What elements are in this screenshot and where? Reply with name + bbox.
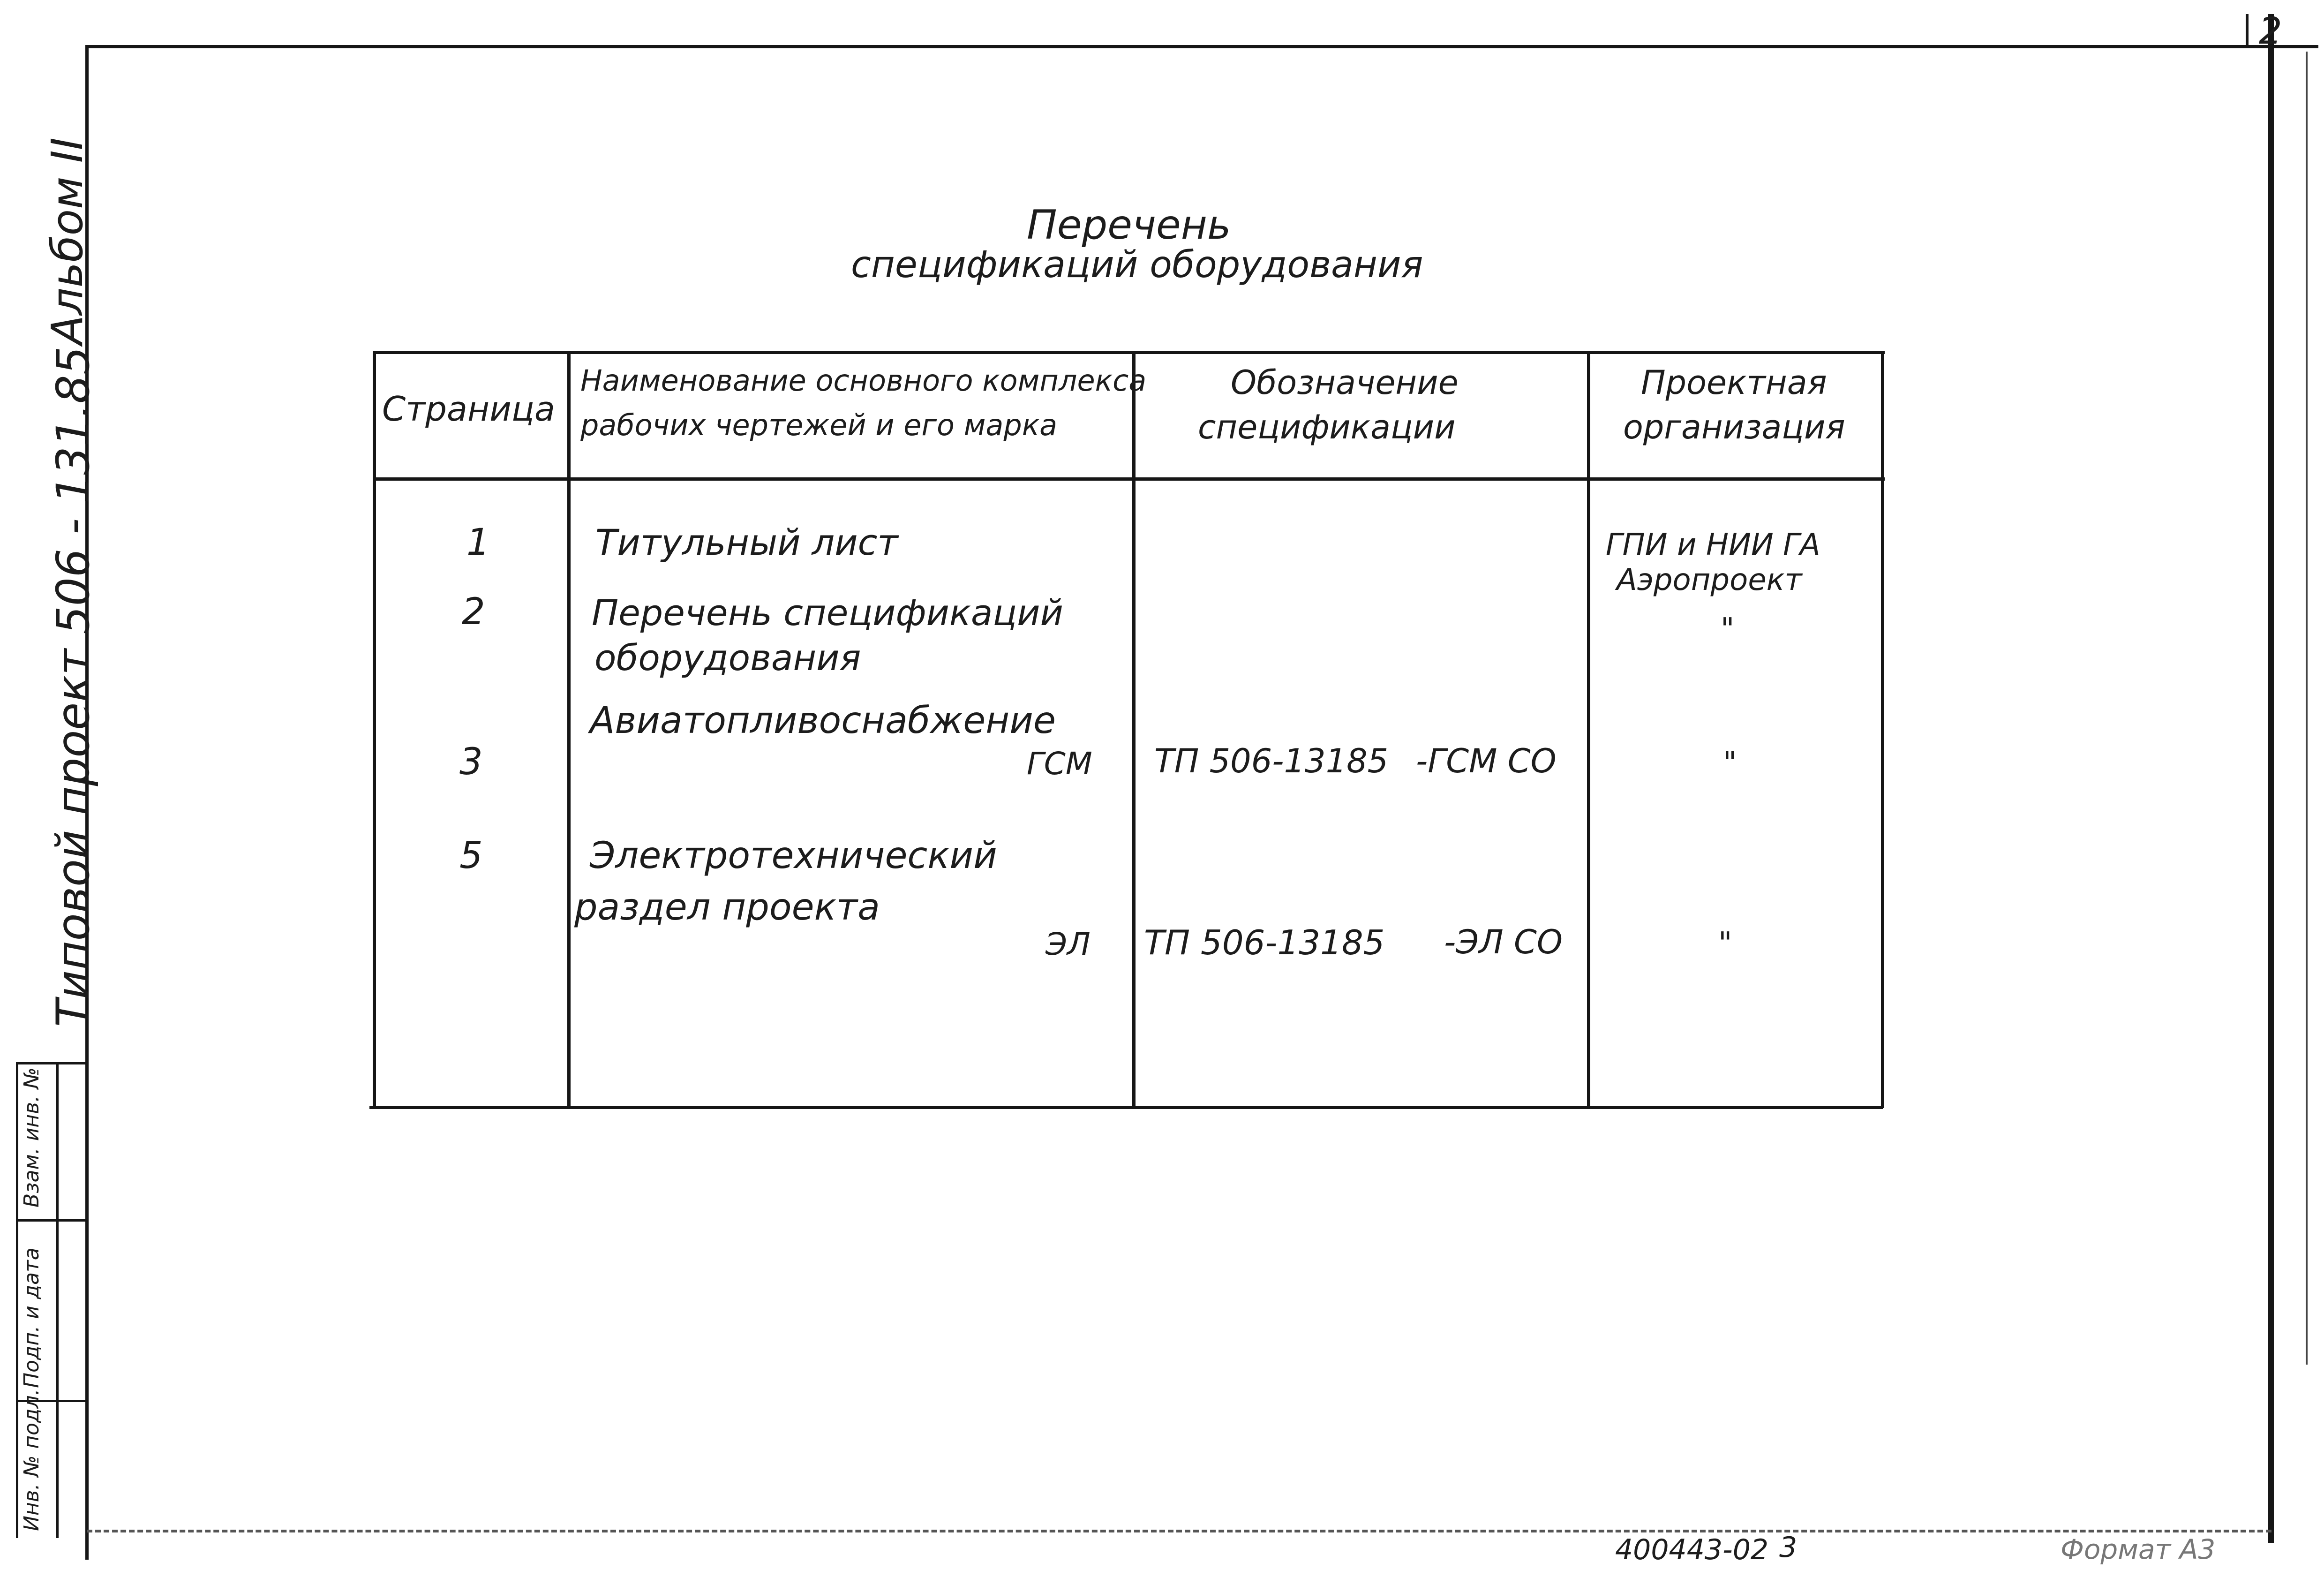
table-col-divider-3 [1587,351,1590,1108]
header-designation-line2: спецификации [1198,408,1456,446]
bottom-frame-dashed [87,1530,2271,1532]
row-3-org: " [1723,746,1737,780]
row-1-page: 1 [466,521,490,564]
table-top-border [373,351,1885,354]
row-1-org-line1: ГПИ и НИИ ГА [1606,528,1820,562]
row-4-mark: ЭЛ [1045,926,1091,962]
frame-right [2268,14,2274,1543]
row-2-page: 2 [462,591,485,633]
sheet-number-divider [2246,14,2249,47]
table-left-border [373,351,376,1108]
header-name-line2: рабочих чертежей и его марка [580,408,1058,442]
header-name-line1: Наименование основного комплекса [580,363,1147,398]
frame-right-outer [2306,52,2308,1365]
row-3-page: 3 [459,741,483,783]
stamp-replaced-cell: Взам. инв. № [20,1067,44,1208]
row-4-name-line2: раздел проекта [574,886,880,928]
row-3-name: Авиатопливоснабжение [590,700,1056,742]
stamp-inventory-cell: Инв. № подл. [20,1389,44,1531]
row-1-org-line2: Аэропроект [1617,563,1802,597]
frame-top [87,45,2318,48]
row-4-designation-suffix: -ЭЛ СО [1444,923,1563,961]
row-1-name: Титульный лист [595,521,898,563]
document-code: 400443-02 [1615,1533,1769,1566]
album-label: Альбом II [42,137,92,345]
row-2-org: " [1721,612,1735,647]
sheet-number: 2 [2259,10,2282,53]
row-2-name-line2: оборудования [594,637,861,679]
stamp-cell-border-right [56,1062,59,1538]
stamp-signature-cell: Подп. и дата [20,1247,44,1388]
header-designation-line1: Обозначение [1231,363,1459,402]
row-3-designation-number: ТП 506-13185 [1154,742,1389,780]
header-page: Страница [382,389,556,429]
table-col-divider-1 [567,351,571,1108]
stamp-cell-divider-1 [16,1219,86,1222]
row-4-designation-number: ТП 506-13185 [1144,923,1385,962]
document-title: Перечень [1027,202,1231,249]
header-org-line1: Проектная [1641,363,1827,402]
table-right-border [1881,351,1884,1108]
row-3-mark: ГСМ [1027,746,1092,782]
table-header-bottom-border [373,477,1885,481]
row-2-name-line1: Перечень спецификаций [592,592,1063,634]
table-col-divider-2 [1132,351,1136,1108]
stamp-cell-top [16,1062,86,1064]
row-4-name-line1: Электротехнический [590,835,997,877]
row-3-designation-suffix: -ГСМ СО [1416,742,1557,780]
table-bottom-border [369,1106,1883,1109]
paper-format: Формат А3 [2061,1533,2216,1565]
project-label: Типовой проект 506 - 131.85 [47,346,99,1027]
stamp-cell-border-left [16,1062,18,1538]
row-4-org: " [1718,926,1732,961]
header-org-line2: организация [1623,408,1845,446]
document-subtitle: спецификаций оборудования [851,244,1423,286]
row-4-page: 5 [459,835,483,877]
footer-page-number: 3 [1779,1531,1798,1564]
